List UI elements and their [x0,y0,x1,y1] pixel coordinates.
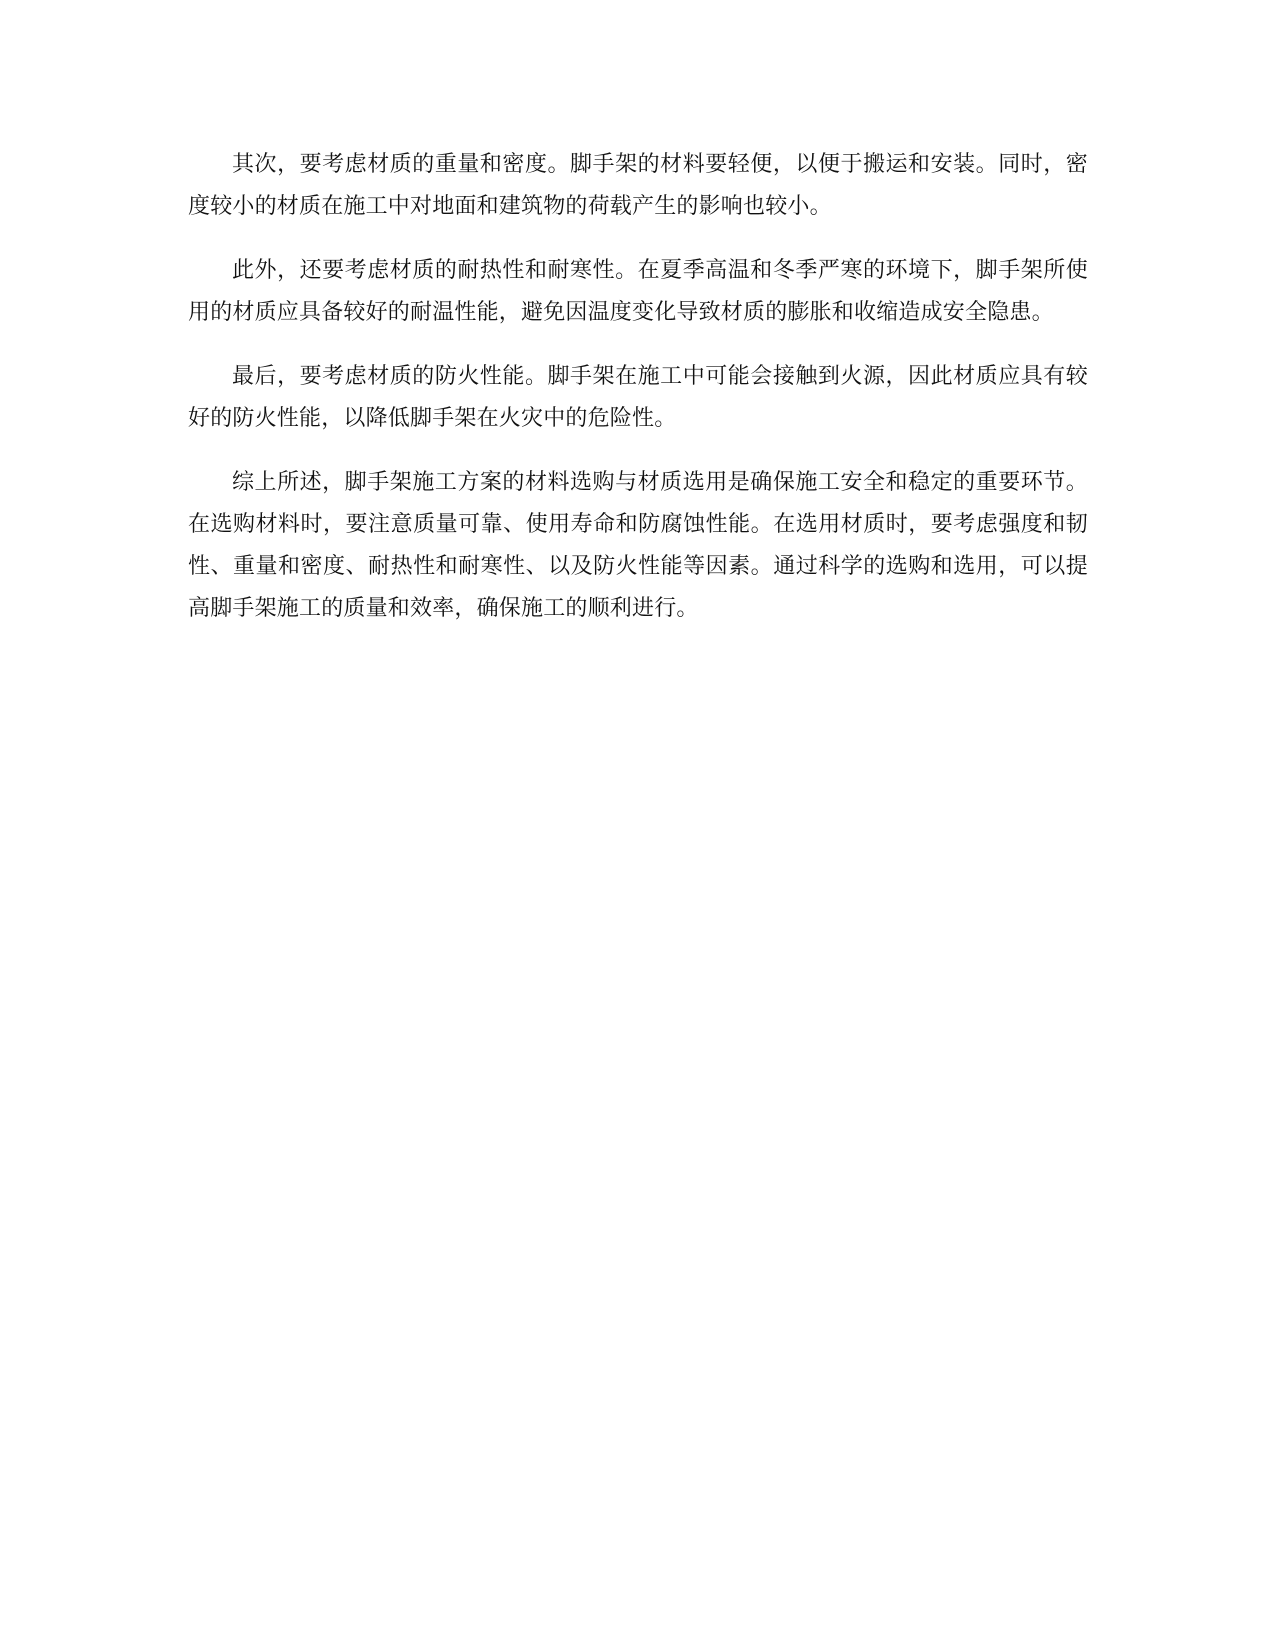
paragraph-weight-density: 其次，要考虑材质的重量和密度。脚手架的材料要轻便，以便于搬运和安装。同时，密度较小的材质在施工中对地面和建筑物的荷载产生的影响也较小。 [188,152,1088,219]
document-body [188,144,1088,652]
paragraph-heat-cold-resistance: 此外，还要考虑材质的耐热性和耐寒性。在夏季高温和冬季严寒的环境下，脚手架所使用的材质应具备较好的耐温性能，避免因温度变化导致材质的膨胀和收缩造成安全隐患。 [188,258,1088,325]
paragraph-fire-resistance: 最后，要考虑材质的防火性能。脚手架在施工中可能会接触到火源，因此材质应具有较好的防火性能，以降低脚手架在火灾中的危险性。 [188,364,1088,431]
paragraph-summary: 综上所述，脚手架施工方案的材料选购与材质选用是确保施工安全和稳定的重要环节。在选购材料时，要注意质量可靠、使用寿命和防腐蚀性能。在选用材质时，要考虑强度和韧性、重量和密度、耐热性和耐寒性、以及防火性能等因素。通过科学的选购和选用，可以提高脚手架施工的质量和效率，确保施工的顺利进行。 [188,470,1088,621]
